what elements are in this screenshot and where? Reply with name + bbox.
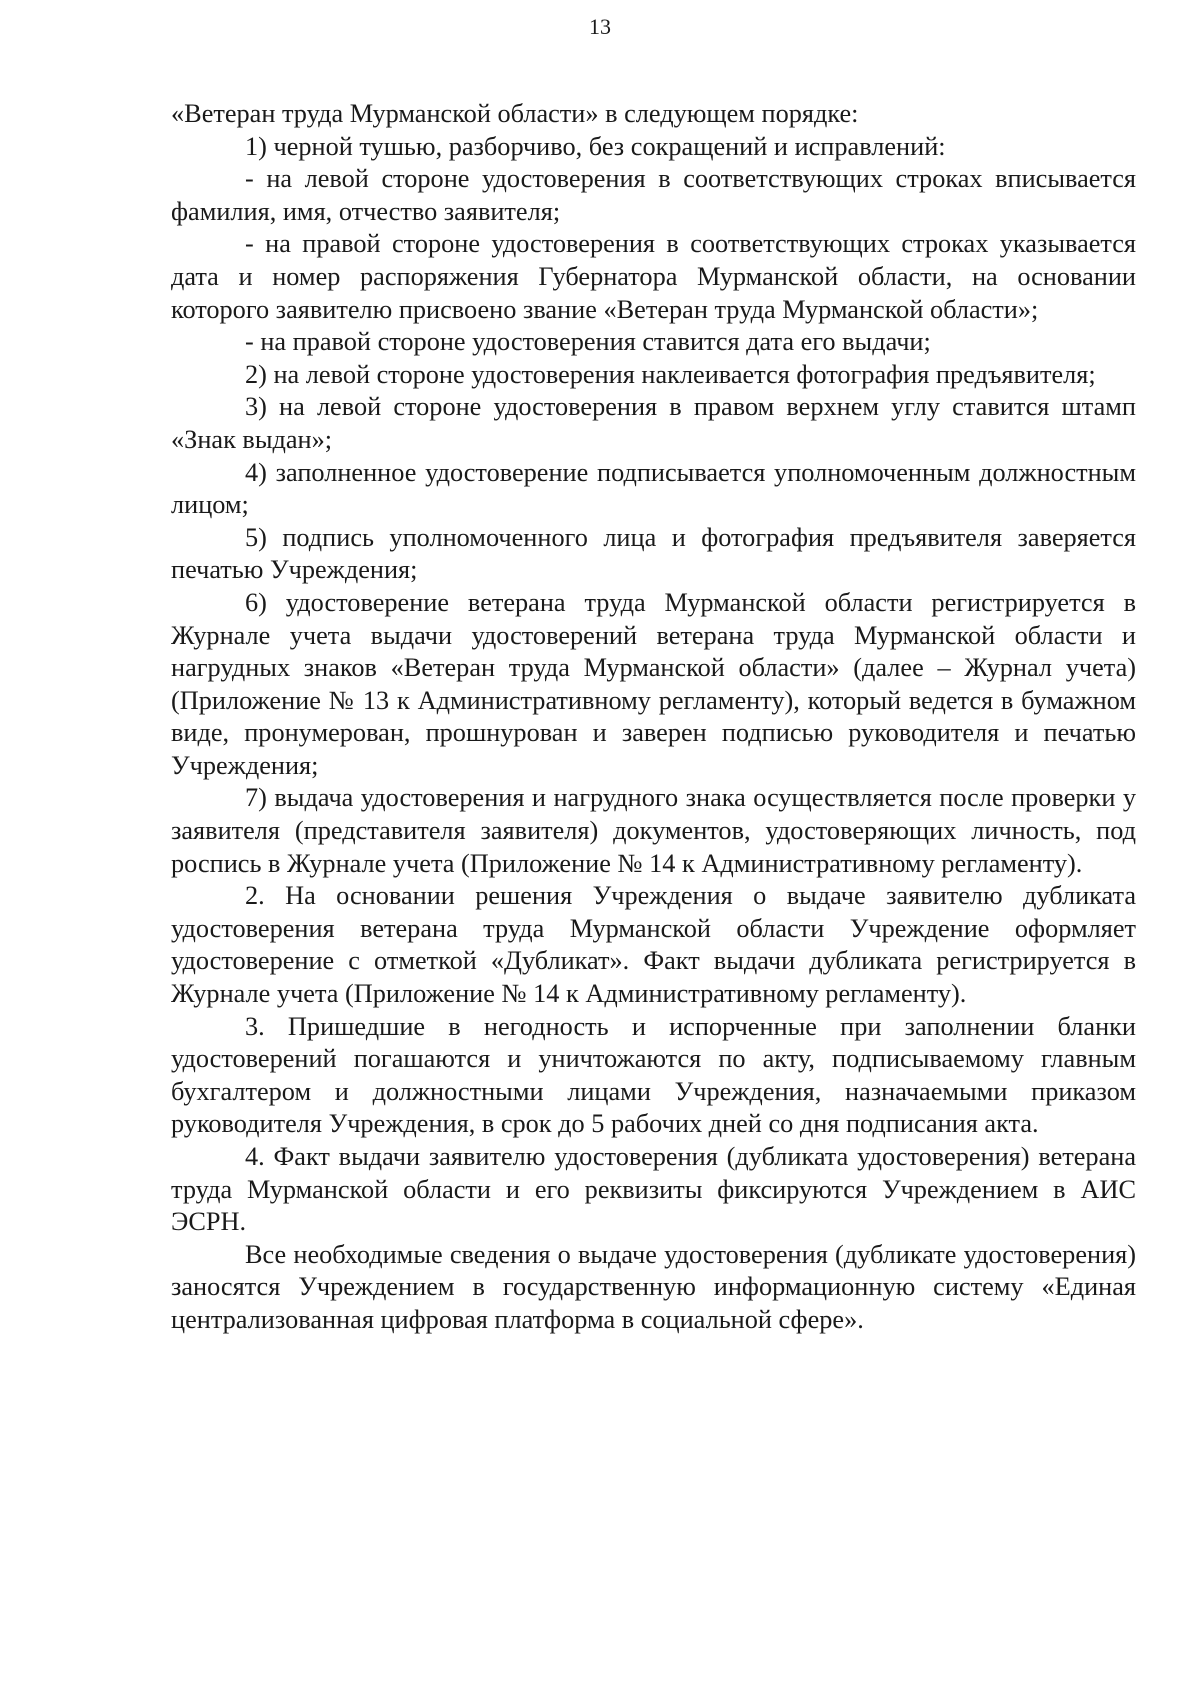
paragraph-item-3: 3) на левой стороне удостоверения в правом верхнем углу ставится штамп «Знак выдан»;: [171, 392, 1136, 454]
page-number: 13: [589, 14, 611, 39]
paragraph-section-4: 4. Факт выдачи заявителю удостоверения (дубликата удостоверения) ветерана труда Мурманской области и его реквизиты фиксируются Учреждением в АИС ЭСРН.: [171, 1142, 1136, 1237]
paragraph-section-3: 3. Пришедшие в негодность и испорченные при заполнении бланки удостоверений погашаются и уничтожаются по акту, подписываемому главным бухгалтером и должностными лицами Учреждения, назначаемыми приказом руководителя Учреждения, в срок до 5 рабочих дней со дня подписания акта.: [171, 1011, 1136, 1139]
document-body: [171, 98, 1136, 1337]
paragraph-final: Все необходимые сведения о выдаче удостоверения (дубликате удостоверения) заносятся Учреждением в государственную информационную систему «Единая централизованная цифровая платформа в социальной сфере».: [171, 1239, 1136, 1334]
paragraph-item-2: 2) на левой стороне удостоверения наклеивается фотография предъявителя;: [245, 359, 1096, 389]
paragraph-item-7: 7) выдача удостоверения и нагрудного знака осуществляется после проверки у заявителя (представителя заявителя) документов, удостоверяющих личность, под роспись в Журнале учета (Приложение № 14 к Административному регламенту).: [171, 783, 1136, 878]
paragraph-subitem-left-side: - на левой стороне удостоверения в соответствующих строках вписывается фамилия, имя, отчество заявителя;: [171, 164, 1136, 226]
paragraph-item-6: 6) удостоверение ветерана труда Мурманской области регистрируется в Журнале учета выдачи удостоверений ветерана труда Мурманской области и нагрудных знаков «Ветеран труда Мурманской области» (далее – Журнал учета) (Приложение № 13 к Административному регламенту), который ведется в бумажном виде, пронумерован, прошнурован и заверен подписью руководителя и печатью Учреждения;: [171, 587, 1136, 780]
paragraph-section-2: 2. На основании решения Учреждения о выдаче заявителю дубликата удостоверения ветерана труда Мурманской области Учреждение оформляет удостоверение с отметкой «Дубликат». Факт выдачи дубликата регистрируется в Журнале учета (Приложение № 14 к Административному регламенту).: [171, 881, 1136, 1009]
paragraph-subitem-issue-date: - на правой стороне удостоверения ставится дата его выдачи;: [245, 327, 931, 357]
paragraph-item-1: 1) черной тушью, разборчиво, без сокращений и исправлений:: [245, 131, 946, 161]
paragraph-intro: «Ветеран труда Мурманской области» в следующем порядке:: [171, 99, 859, 128]
paragraph-item-4: 4) заполненное удостоверение подписывается уполномоченным должностным лицом;: [171, 457, 1136, 520]
paragraph-subitem-right-side: - на правой стороне удостоверения в соответствующих строках указывается дата и номер распоряжения Губернатора Мурманской области, на основании которого заявителю присвоено звание «Ветеран труда Мурманской области»;: [171, 229, 1136, 324]
paragraph-item-5: 5) подпись уполномоченного лица и фотография предъявителя заверяется печатью Учреждения;: [171, 522, 1136, 585]
